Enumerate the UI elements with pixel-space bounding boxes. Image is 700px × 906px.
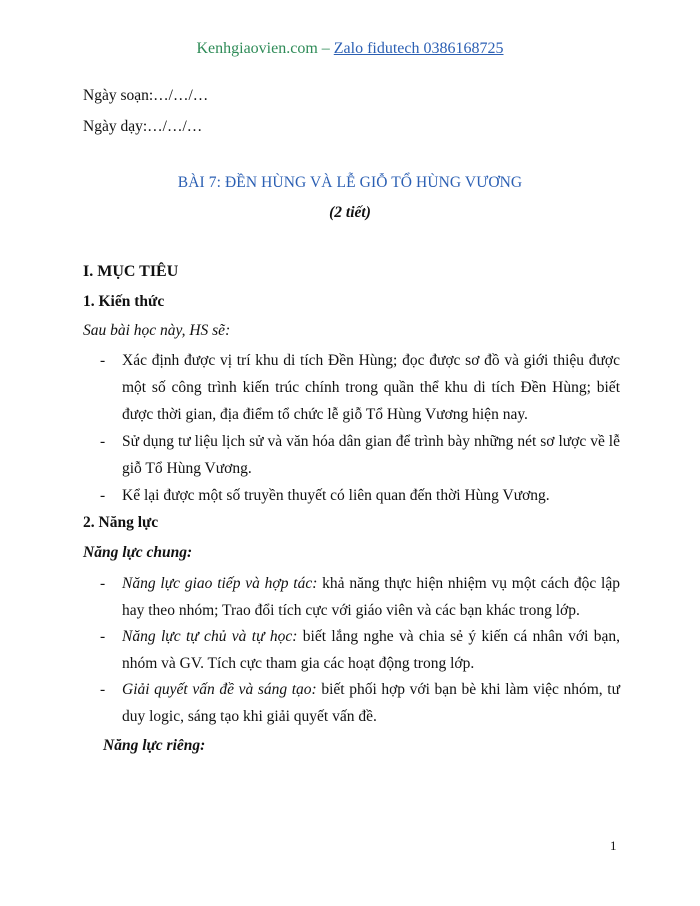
bullet-dash: - [100,352,106,369]
general-competence-heading: Năng lực chung: [83,544,193,561]
competence-text: biết lắng nghe và chia sẻ ý kiến cá nhân với bạn, nhóm và GV. Tích cực tham gia các hoạt động trong lớp. [122,628,620,672]
list-item-text [122,623,620,677]
list-item-text: Sử dụng tư liệu lịch sử và văn hóa dân gian để trình bày những nét sơ lược về lễ giỗ Tổ Hùng Vương. [122,433,620,477]
page-header [0,40,700,58]
specific-competence-heading: Năng lực riêng: [103,737,206,754]
bullet-dash: - [100,575,106,592]
list-item [100,570,620,624]
section-objectives-heading: I. MỤC TIÊU [83,263,179,280]
list-item [100,428,620,482]
lesson-periods: (2 tiết) [329,204,371,221]
list-item [100,623,620,677]
knowledge-intro: Sau bài học này, HS sẽ: [83,322,231,339]
date-taught: Ngày dạy:…/…/… [83,118,203,135]
date-prepared: Ngày soạn:…/…/… [83,87,209,104]
list-item-text [122,570,620,624]
list-item [100,676,620,730]
list-item-text [122,676,620,730]
lesson-title: BÀI 7: ĐỀN HÙNG VÀ LỄ GIỖ TỔ HÙNG VƯƠNG [177,174,523,191]
competence-heading: 2. Năng lực [83,514,159,531]
competence-text: biết phối hợp với bạn bè khi làm việc nhóm, tư duy logic, sáng tạo khi giải quyết vấn đề. [122,681,621,725]
list-item [100,482,620,509]
competence-label: Năng lực tự chủ và tự học: [122,628,298,645]
bullet-dash: - [100,681,106,698]
competence-text: khả năng thực hiện nhiệm vụ một cách độc lập hay theo nhóm; Trao đổi tích cực với giáo viên và các bạn khác trong lớp. [122,575,620,619]
list-item-text: Xác định được vị trí khu di tích Đền Hùng; đọc được sơ đồ và giới thiệu được một số công trình kiến trúc chính trong quần thể khu di tích Đền Hùng; biết được thời gian, địa điểm tổ chức lễ giỗ Tổ Hùng Vương hiện nay. [122,352,620,423]
competence-label: Giải quyết vấn đề và sáng tạo: [122,681,317,698]
page-number: 1 [610,838,617,853]
list-item-text: Kể lại được một số truyền thuyết có liên quan đến thời Hùng Vương. [122,487,550,504]
competence-label: Năng lực giao tiếp và hợp tác: [122,575,318,592]
header-zalo-link[interactable]: Zalo fidutech 0386168725 [333,40,504,57]
bullet-dash: - [100,628,106,645]
header-site: Kenhgiaovien.com – [196,40,334,57]
bullet-dash: - [100,487,106,504]
knowledge-heading: 1. Kiến thức [83,293,165,310]
list-item [100,347,620,428]
bullet-dash: - [100,433,106,450]
